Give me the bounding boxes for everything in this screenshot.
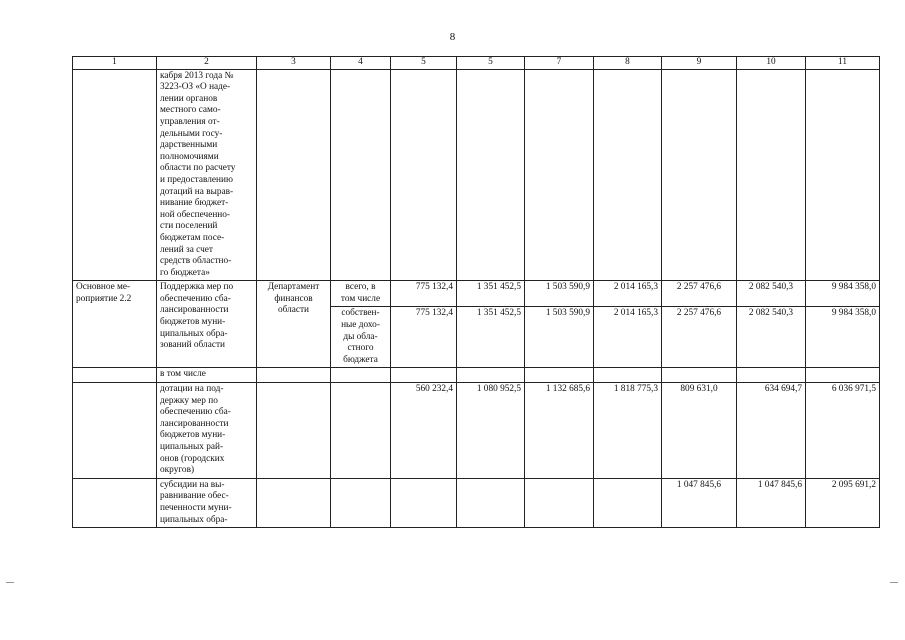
value-cell: 1 047 845,6 (662, 478, 737, 527)
table-row-including (73, 368, 880, 383)
empty-cell (331, 368, 391, 383)
value-cell: 634 694,7 (737, 383, 806, 479)
description-cell: субсидии на вы- равнивание обес- печенности муни- ципальных обра- (157, 478, 257, 527)
empty-cell (662, 368, 737, 383)
value-cell: 1 503 590,9 (525, 307, 594, 368)
empty-cell (806, 69, 880, 281)
empty-cell (73, 368, 157, 383)
empty-cell (457, 368, 525, 383)
scan-edge-mark (6, 582, 14, 583)
budget-table (72, 56, 880, 528)
description-cell: кабря 2013 года № 3223-ОЗ «О наде- лении органов местного само- управления от- дельными госу- дарственными полномочиями области по расчету и предоставлению дотаций на вырав- нивание бюджет- ной обеспеченно- сти поселений бюджетам посе- лений за счет средств областно- го бюджета» (157, 69, 257, 281)
value-cell: 1 080 952,5 (457, 383, 525, 479)
value-cell: 9 984 358,0 (806, 281, 880, 307)
scan-edge-mark (890, 582, 898, 583)
empty-cell (331, 69, 391, 281)
value-cell (594, 478, 662, 527)
value-cell: 2 014 165,3 (594, 281, 662, 307)
value-cell: 775 132,4 (391, 307, 457, 368)
empty-cell (525, 69, 594, 281)
value-cell: 2 014 165,3 (594, 307, 662, 368)
empty-cell (73, 478, 157, 527)
value-cell (457, 478, 525, 527)
value-cell (525, 478, 594, 527)
value-cell: 2 082 540,3 (737, 281, 806, 307)
empty-cell (257, 69, 331, 281)
col-header: 3 (257, 57, 331, 70)
value-cell: 6 036 971,5 (806, 383, 880, 479)
empty-cell (594, 69, 662, 281)
source-label-cell: собствен- ные дохо- ды обла- стного бюджета (331, 307, 391, 368)
col-header: 2 (157, 57, 257, 70)
column-number-row (73, 57, 880, 70)
value-cell: 2 257 476,6 (662, 281, 737, 307)
empty-cell (737, 69, 806, 281)
description-cell: дотации на под- держку мер по обеспечению сба- лансированности бюджетов муни- ципальных рай- онов (городских округов) (157, 383, 257, 479)
empty-cell (391, 368, 457, 383)
col-header: 11 (806, 57, 880, 70)
empty-cell (662, 69, 737, 281)
table-row-continuation (73, 69, 880, 281)
value-cell: 1 351 452,5 (457, 307, 525, 368)
table-row-subsidy-grants (73, 383, 880, 479)
col-header: 1 (73, 57, 157, 70)
empty-cell (737, 368, 806, 383)
value-cell: 1 351 452,5 (457, 281, 525, 307)
value-cell: 2 257 476,6 (662, 307, 737, 368)
value-cell: 1 503 590,9 (525, 281, 594, 307)
table-row-equalization-subsidies (73, 478, 880, 527)
col-header: 9 (662, 57, 737, 70)
empty-cell (594, 368, 662, 383)
empty-cell (257, 368, 331, 383)
empty-cell (806, 368, 880, 383)
empty-cell (457, 69, 525, 281)
empty-cell (391, 69, 457, 281)
empty-cell (73, 383, 157, 479)
value-cell: 1 047 845,6 (737, 478, 806, 527)
value-cell: 1 818 775,3 (594, 383, 662, 479)
value-cell: 1 132 685,6 (525, 383, 594, 479)
value-cell: 2 095 691,2 (806, 478, 880, 527)
value-cell: 9 984 358,0 (806, 307, 880, 368)
col-header: 4 (331, 57, 391, 70)
empty-cell (331, 383, 391, 479)
value-cell: 2 082 540,3 (737, 307, 806, 368)
empty-cell (525, 368, 594, 383)
empty-cell (257, 383, 331, 479)
empty-cell (331, 478, 391, 527)
col-header: 8 (594, 57, 662, 70)
empty-cell (73, 69, 157, 281)
description-cell: в том числе (157, 368, 257, 383)
value-cell: 775 132,4 (391, 281, 457, 307)
page-number: 8 (449, 31, 456, 43)
col-header: 10 (737, 57, 806, 70)
table-row-main-total (73, 281, 880, 307)
value-cell (391, 478, 457, 527)
empty-cell (257, 478, 331, 527)
value-cell: 560 232,4 (391, 383, 457, 479)
col-header: 5 (457, 57, 525, 70)
value-cell: 809 631,0 (662, 383, 737, 479)
source-label-cell: всего, в том числе (331, 281, 391, 307)
description-cell: Поддержка мер по обеспечению сба- лансированности бюджетов муни- ципальных обра- зований области (157, 281, 257, 368)
executor-cell: Департамент финансов области (257, 281, 331, 368)
col-header: 7 (525, 57, 594, 70)
activity-name-cell: Основное ме- роприятие 2.2 (73, 281, 157, 368)
col-header: 5 (391, 57, 457, 70)
